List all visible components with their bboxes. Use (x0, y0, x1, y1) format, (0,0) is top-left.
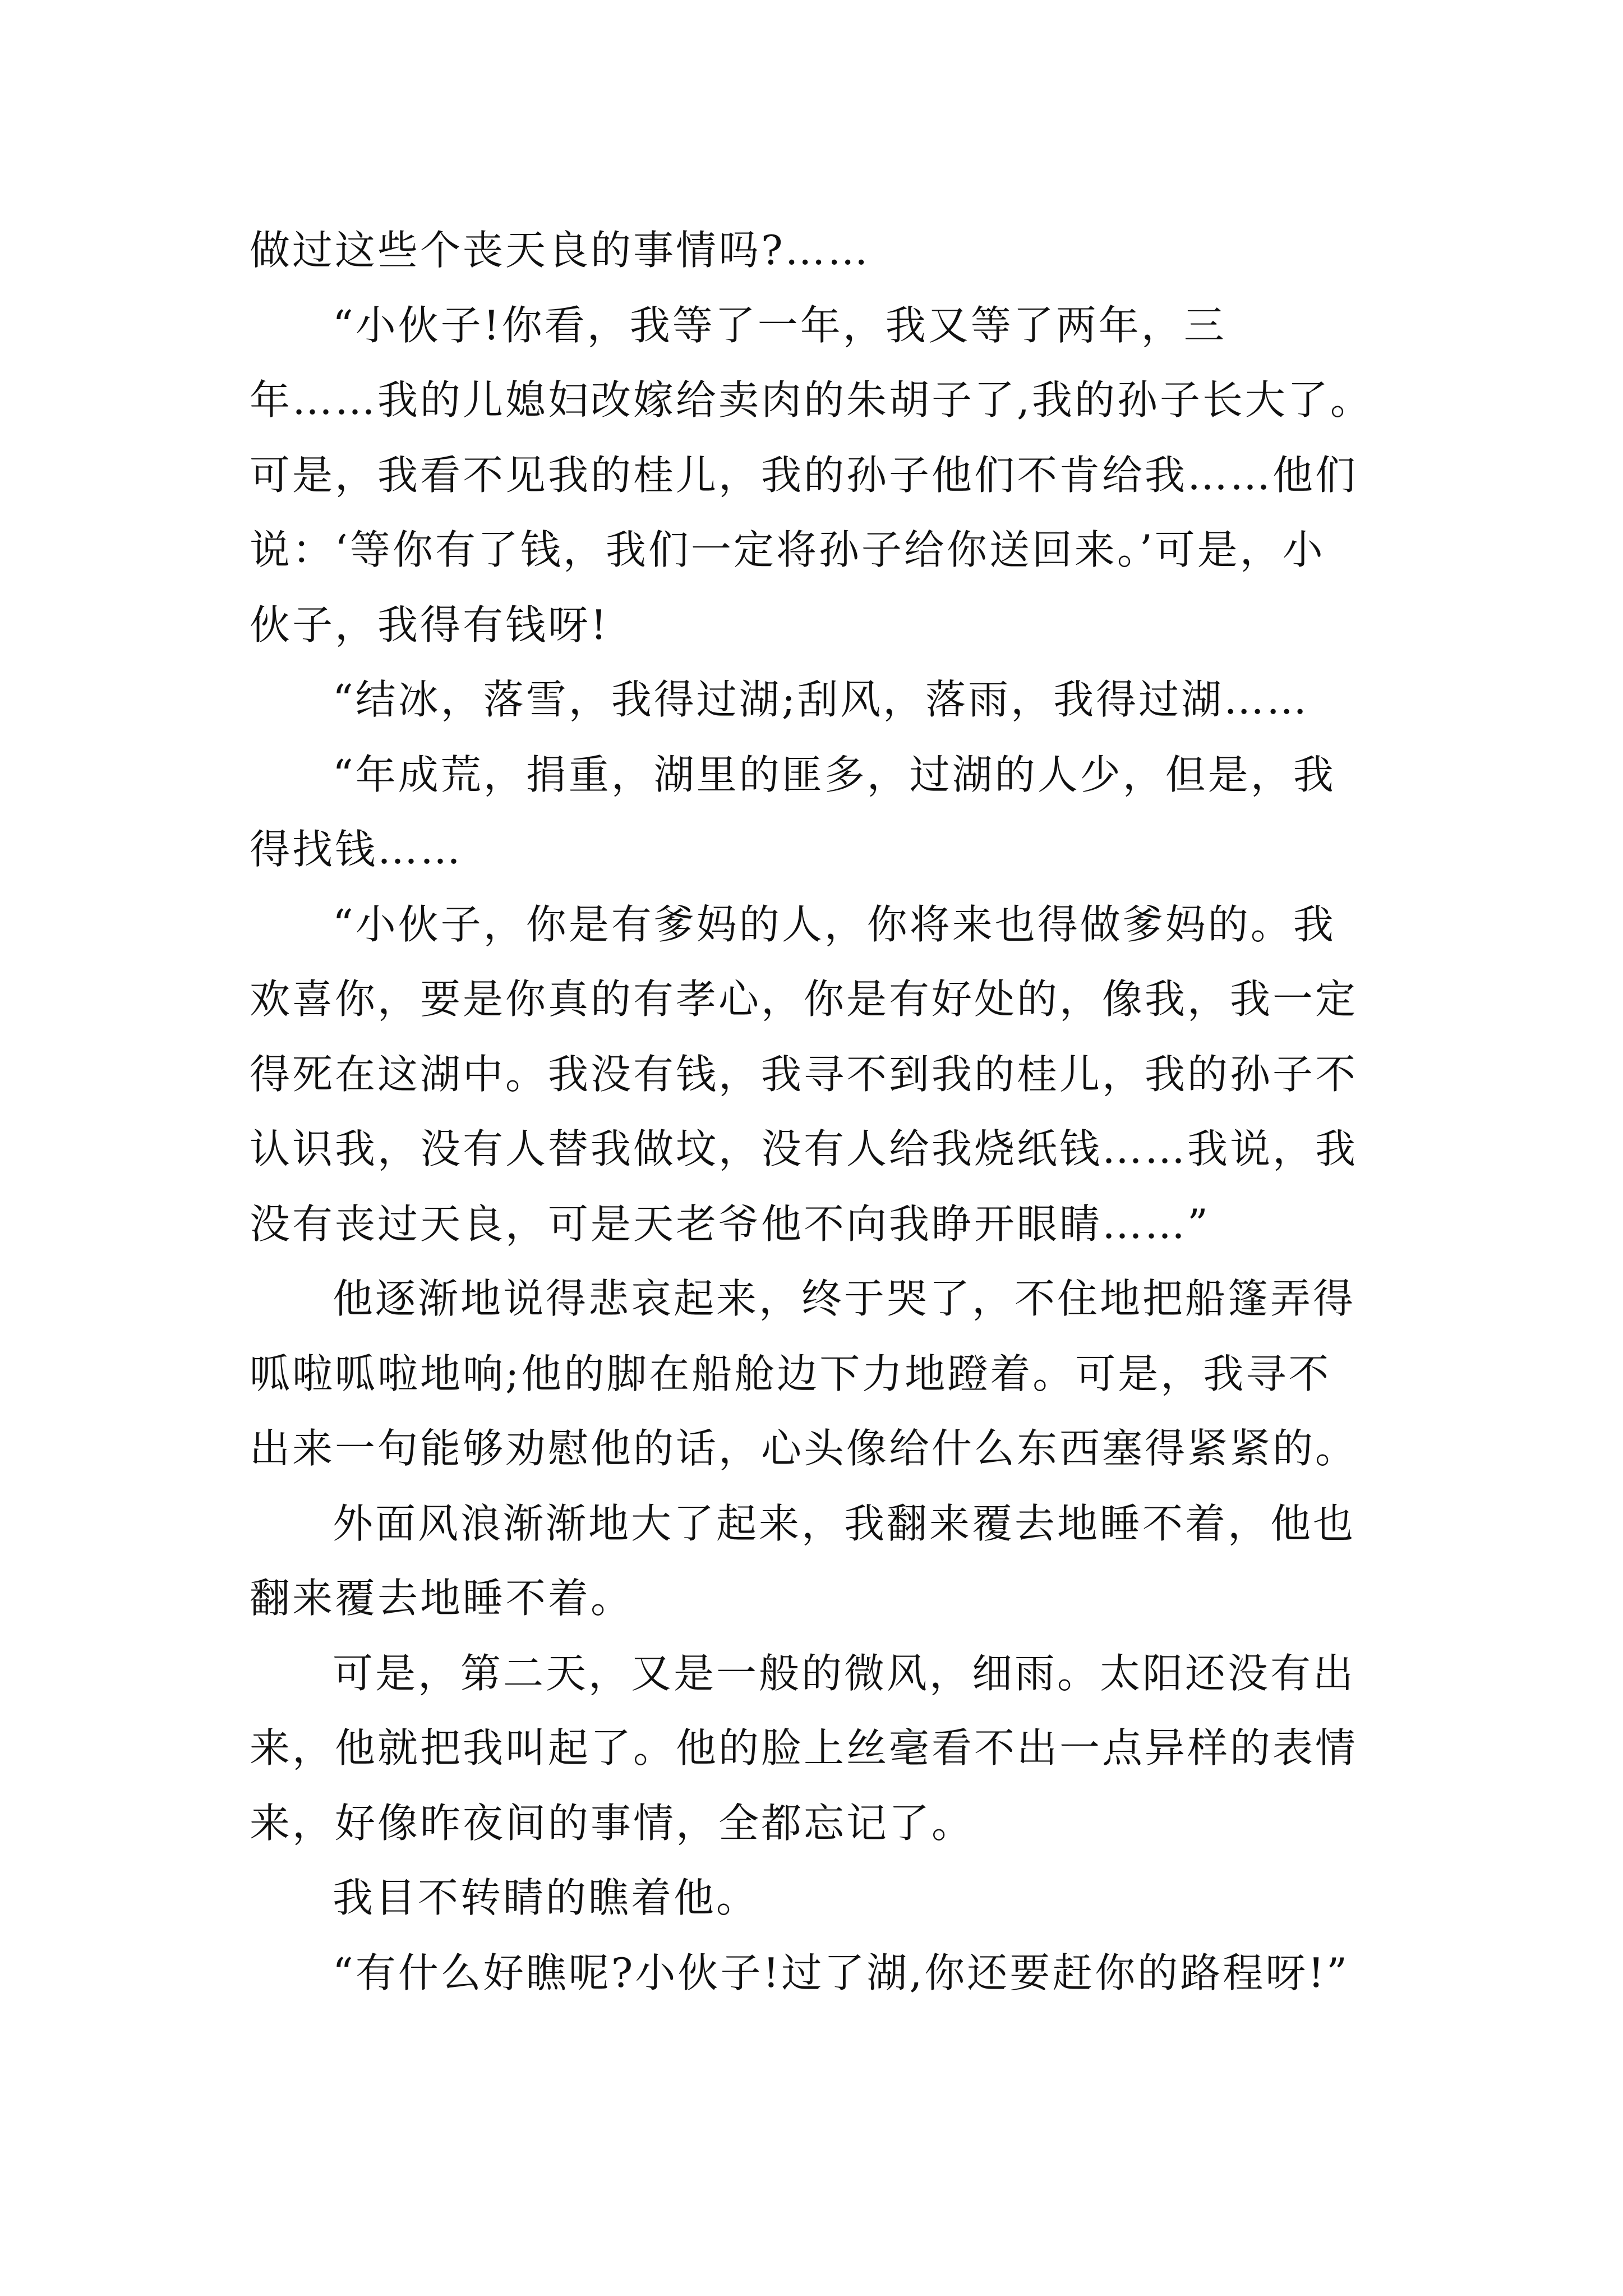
text-line: “结冰，落雪，我得过湖;刮风，落雨，我得过湖…… (333, 676, 1310, 723)
paragraph (250, 1936, 1388, 2011)
text-line: 翻来覆去地睡不着。 (250, 1575, 634, 1622)
text-line: 认识我，没有人替我做坟，没有人给我烧纸钱……我说，我 (250, 1125, 1358, 1172)
text-line: 可是，我看不见我的桂儿，我的孙子他们不肯给我……他们 (250, 451, 1358, 499)
paragraph (250, 1487, 1388, 1636)
paragraph (250, 1262, 1388, 1487)
text-line: 得死在这湖中。我没有钱，我寻不到我的桂儿，我的孙子不 (250, 1050, 1358, 1098)
text-line: 做过这些个丧天良的事情吗?…… (250, 227, 870, 274)
text-line: 他逐渐地说得悲哀起来，终于哭了，不住地把船篷弄得 (333, 1275, 1356, 1322)
text-line: “年成荒，捐重，湖里的匪多，过湖的人少，但是，我 (333, 751, 1336, 798)
text-line: “小伙子，你是有爹妈的人，你将来也得做爹妈的。我 (333, 900, 1336, 948)
paragraph (250, 738, 1388, 887)
paragraph (250, 887, 1388, 1262)
text-line: 没有丧过天良，可是天老爷他不向我睁开眼睛……” (250, 1200, 1210, 1248)
text-line: 说：‘等你有了钱，我们一定将孙子给你送回来。’可是，小 (250, 526, 1325, 573)
text-line: 伙子，我得有钱呀! (250, 601, 609, 648)
paragraph (250, 213, 1388, 288)
text-line: 得找钱…… (250, 826, 463, 873)
text-line: 外面风浪渐渐地大了起来，我翻来覆去地睡不着，他也 (333, 1499, 1356, 1547)
text-line: 出来一句能够劝慰他的话，心头像给什么东西塞得紧紧的。 (250, 1425, 1358, 1472)
text-line: 欢喜你，要是你真的有孝心，你是有好处的，像我，我一定 (250, 976, 1358, 1023)
paragraph (250, 662, 1388, 738)
paragraph (250, 1861, 1388, 1936)
text-line: 可是，第二天，又是一般的微风，细雨。太阳还没有出 (333, 1649, 1356, 1697)
text-line: 来，好像昨夜间的事情，全都忘记了。 (250, 1799, 975, 1847)
text-line: “小伙子!你看，我等了一年，我又等了两年，三 (333, 301, 1227, 349)
text-line: 年……我的儿媳妇改嫁给卖肉的朱胡子了,我的孙子长大了。 (250, 376, 1373, 424)
text-line: “有什么好瞧呢?小伙子!过了湖,你还要赶你的路程呀!” (333, 1949, 1349, 1996)
text-line: 呱啦呱啦地响;他的脚在船舱边下力地蹬着。可是，我寻不 (250, 1350, 1331, 1397)
text-line: 我目不转睛的瞧着他。 (333, 1874, 759, 1921)
paragraph (250, 1636, 1388, 1861)
text-line: 来，他就把我叫起了。他的脸上丝毫看不出一点异样的表情 (250, 1724, 1358, 1772)
paragraph (250, 288, 1388, 663)
document-body (250, 213, 1388, 2010)
